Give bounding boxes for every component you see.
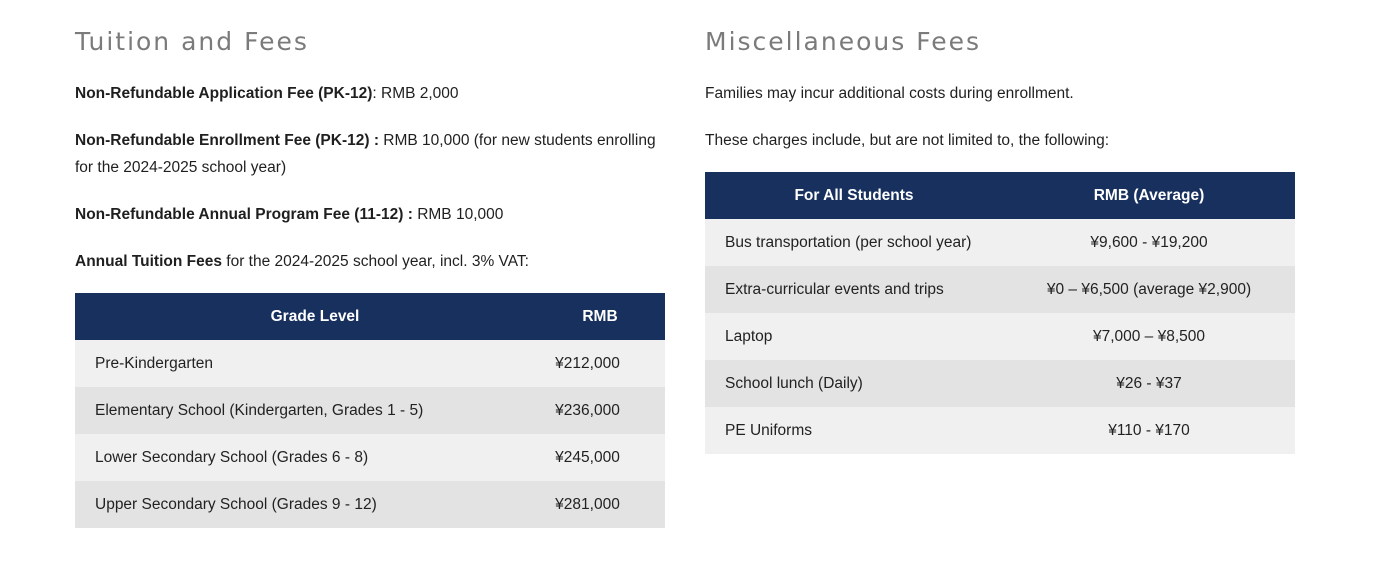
item-cell: School lunch (Daily): [705, 360, 1003, 407]
column-header-rmb-average: RMB (Average): [1003, 172, 1295, 219]
enrollment-fee-value: RMB 10,000 (for new students enrolling for the 2024-2025 school year): [75, 132, 656, 176]
enrollment-fee-line: [75, 127, 665, 181]
misc-heading: Miscellaneous Fees: [705, 27, 982, 56]
table-row: [705, 219, 1295, 266]
rmb-cell: ¥26 - ¥37: [1003, 360, 1295, 407]
column-header-for-all-students: For All Students: [705, 172, 1003, 219]
rmb-cell: ¥281,000: [535, 481, 665, 528]
item-cell: PE Uniforms: [705, 407, 1003, 454]
item-cell: Extra-curricular events and trips: [705, 266, 1003, 313]
enrollment-fee-label: Non-Refundable Enrollment Fee (PK-12) :: [75, 132, 379, 149]
item-cell: Bus transportation (per school year): [705, 219, 1003, 266]
annual-tuition-label: Annual Tuition Fees: [75, 253, 222, 270]
misc-intro: Families may incur additional costs during enrollment.: [705, 85, 1074, 102]
rmb-cell: ¥0 – ¥6,500 (average ¥2,900): [1003, 266, 1295, 313]
misc-intro-2: These charges include, but are not limited to, the following:: [705, 132, 1110, 149]
table-row: [705, 266, 1295, 313]
column-header-rmb: RMB: [535, 293, 665, 340]
rmb-cell: ¥245,000: [535, 434, 665, 481]
table-row: [75, 481, 665, 528]
item-cell: Laptop: [705, 313, 1003, 360]
program-fee-value: RMB 10,000: [412, 206, 504, 223]
program-fee-line: [75, 201, 665, 228]
misc-table: [705, 172, 1295, 454]
column-header-grade-level: Grade Level: [75, 293, 535, 340]
application-fee-label: Non-Refundable Application Fee (PK-12): [75, 85, 373, 102]
rmb-cell: ¥110 - ¥170: [1003, 407, 1295, 454]
grade-cell: Upper Secondary School (Grades 9 - 12): [75, 481, 535, 528]
table-row: [75, 387, 665, 434]
program-fee-label: Non-Refundable Annual Program Fee (11-12) :: [75, 206, 413, 223]
grade-cell: Pre-Kindergarten: [75, 340, 535, 387]
tuition-heading: Tuition and Fees: [75, 27, 309, 56]
grade-cell: Lower Secondary School (Grades 6 - 8): [75, 434, 535, 481]
annual-tuition-value: for the 2024-2025 school year, incl. 3% VAT:: [221, 253, 529, 270]
rmb-cell: ¥7,000 – ¥8,500: [1003, 313, 1295, 360]
tuition-table: [75, 293, 665, 528]
annual-tuition-line: [75, 248, 665, 275]
rmb-cell: ¥9,600 - ¥19,200: [1003, 219, 1295, 266]
table-header-row: [75, 293, 665, 340]
table-row: [75, 340, 665, 387]
table-row: [705, 360, 1295, 407]
rmb-cell: ¥212,000: [535, 340, 665, 387]
grade-cell: Elementary School (Kindergarten, Grades 1 - 5): [75, 387, 535, 434]
rmb-cell: ¥236,000: [535, 387, 665, 434]
application-fee-line: [75, 80, 665, 107]
application-fee-value: : RMB 2,000: [372, 85, 459, 102]
table-row: [75, 434, 665, 481]
table-row: [705, 313, 1295, 360]
table-header-row: [705, 172, 1295, 219]
table-row: [705, 407, 1295, 454]
